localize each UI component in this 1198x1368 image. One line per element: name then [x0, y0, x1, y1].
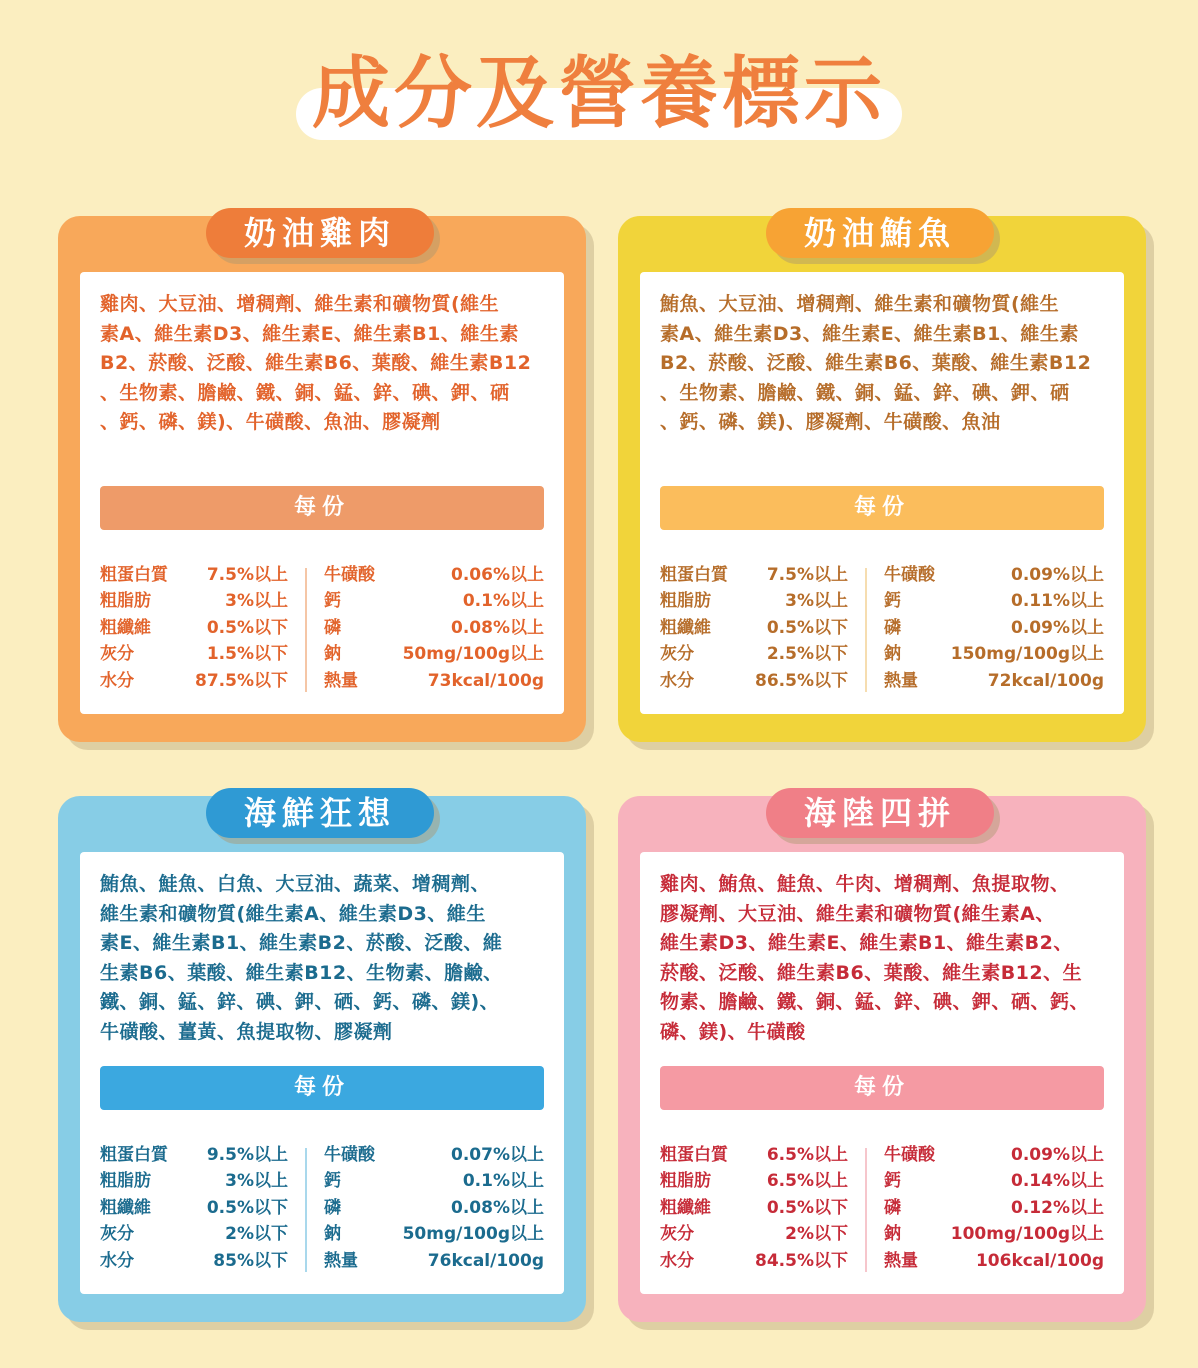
ingredients-text: [660, 290, 1104, 438]
nutrient-row: [100, 1195, 288, 1221]
nutrient-row: [100, 1168, 288, 1194]
nutrient-label: 粗脂肪: [100, 591, 151, 612]
nutrient-value: 0.09%以上: [1011, 1145, 1104, 1165]
ingredient-line: 菸酸、泛酸、維生素B6、葉酸、維生素B12、生: [660, 961, 1083, 984]
nutrient-row: [100, 668, 288, 694]
ingredient-line: B2、菸酸、泛酸、維生素B6、葉酸、維生素B12: [100, 352, 532, 375]
nutrient-label: 灰分: [100, 1224, 134, 1245]
column-divider: [865, 1148, 867, 1272]
card-panel: [640, 272, 1124, 714]
nutrient-value: 1.5%以下: [206, 644, 288, 665]
card-panel: [80, 272, 564, 714]
nutrient-value: 0.07%以上: [451, 1145, 544, 1165]
nutrition-column-left: [660, 1142, 848, 1274]
nutrient-value: 50mg/100g以上: [402, 1224, 544, 1245]
ingredient-line: 素A、維生素D3、維生素E、維生素B1、維生素: [100, 322, 519, 345]
nutrient-row: [100, 562, 288, 588]
nutrient-row: [324, 1168, 544, 1194]
ingredient-line: 維生素D3、維生素E、維生素B1、維生素B2、: [660, 932, 1073, 955]
card-panel: [80, 852, 564, 1294]
nutrient-value: 0.1%以上: [462, 591, 544, 612]
nutrient-label: 水分: [100, 1250, 134, 1271]
nutrient-value: 0.5%以下: [206, 617, 288, 638]
nutrient-row: [660, 1248, 848, 1274]
nutrient-value: 0.09%以上: [1011, 565, 1104, 585]
nutrient-value: 73kcal/100g: [427, 670, 544, 691]
nutrient-label: 鈣: [884, 1171, 901, 1192]
ingredient-line: 素E、維生素B1、維生素B2、菸酸、泛酸、維: [100, 932, 503, 955]
nutrition-column-left: [100, 562, 288, 694]
nutrient-value: 106kcal/100g: [975, 1250, 1104, 1271]
nutrient-row: [660, 641, 848, 667]
nutrient-label: 粗纖維: [660, 617, 711, 638]
nutrient-row: [100, 641, 288, 667]
nutrient-row: [884, 615, 1104, 641]
ingredient-line: 生素B6、葉酸、維生素B12、生物素、膽鹼、: [100, 961, 503, 984]
per-serving-bar: 每份: [660, 486, 1104, 530]
nutrient-value: 0.08%以上: [451, 617, 544, 638]
ingredient-line: 物素、膽鹼、鐵、銅、錳、鋅、碘、鉀、硒、鈣、: [660, 991, 1090, 1014]
nutrient-value: 100mg/100g以上: [950, 1224, 1104, 1245]
column-divider: [305, 1148, 307, 1272]
ingredient-line: 、鈣、磷、鎂)、牛磺酸、魚油、膠凝劑: [100, 411, 441, 434]
nutrient-value: 6.5%以上: [766, 1145, 848, 1165]
nutrient-label: 熱量: [884, 1250, 918, 1271]
nutrient-row: [324, 562, 544, 588]
nutrient-row: [100, 1142, 288, 1168]
nutrient-value: 2%以下: [225, 1224, 288, 1245]
nutrient-row: [884, 588, 1104, 614]
nutrient-value: 3%以上: [225, 1171, 288, 1192]
nutrient-value: 0.06%以上: [451, 565, 544, 585]
ingredient-line: B2、菸酸、泛酸、維生素B6、葉酸、維生素B12: [660, 352, 1092, 375]
product-name-badge: 奶油鮪魚: [766, 208, 994, 258]
ingredient-line: 牛磺酸、薑黃、魚提取物、膠凝劑: [100, 1020, 393, 1043]
nutrient-row: [324, 615, 544, 641]
nutrient-label: 灰分: [660, 644, 694, 665]
ingredient-line: 鐵、銅、錳、鋅、碘、鉀、硒、鈣、磷、鎂)、: [100, 991, 500, 1014]
nutrition-table: [660, 1142, 1104, 1274]
nutrition-column-right: [324, 562, 544, 694]
nutrient-row: [660, 668, 848, 694]
nutrition-column-right: [884, 562, 1104, 694]
nutrient-label: 水分: [660, 670, 694, 691]
ingredient-line: 鮪魚、大豆油、增稠劑、維生素和礦物質(維生: [660, 293, 1060, 315]
nutrient-row: [324, 1248, 544, 1274]
nutrient-row: [324, 1221, 544, 1247]
nutrient-value: 2%以下: [785, 1224, 848, 1245]
nutrient-value: 7.5%以上: [766, 565, 848, 585]
per-serving-bar: 每份: [100, 486, 544, 530]
nutrient-label: 牛磺酸: [884, 1145, 935, 1165]
product-name-badge: 海鮮狂想: [206, 788, 434, 838]
ingredient-line: 鮪魚、鮭魚、白魚、大豆油、蔬菜、增稠劑、: [100, 873, 491, 895]
nutrient-label: 灰分: [100, 644, 134, 665]
nutrient-label: 粗脂肪: [660, 1171, 711, 1192]
ingredient-line: 、生物素、膽鹼、鐵、銅、錳、鋅、碘、鉀、硒: [100, 381, 510, 404]
nutrient-row: [884, 1168, 1104, 1194]
nutrient-row: [100, 588, 288, 614]
nutrient-row: [100, 1248, 288, 1274]
product-name-badge: 奶油雞肉: [206, 208, 434, 258]
nutrient-label: 粗蛋白質: [660, 565, 728, 585]
nutrient-label: 粗脂肪: [100, 1171, 151, 1192]
ingredient-line: 磷、鎂)、牛磺酸: [660, 1020, 806, 1043]
nutrient-label: 鈣: [324, 1171, 341, 1192]
nutrient-value: 72kcal/100g: [987, 670, 1104, 691]
ingredient-line: 雞肉、大豆油、增稠劑、維生素和礦物質(維生: [100, 293, 500, 315]
nutrient-row: [100, 1221, 288, 1247]
nutrient-value: 150mg/100g以上: [950, 644, 1104, 665]
nutrient-value: 3%以上: [225, 591, 288, 612]
nutrient-row: [884, 1248, 1104, 1274]
nutrient-row: [884, 1142, 1104, 1168]
nutrient-value: 50mg/100g以上: [402, 644, 544, 665]
ingredients-text: [100, 290, 544, 438]
nutrient-value: 7.5%以上: [206, 565, 288, 585]
nutrient-row: [884, 562, 1104, 588]
nutrient-value: 2.5%以下: [766, 644, 848, 665]
nutrient-row: [660, 615, 848, 641]
ingredient-line: 素A、維生素D3、維生素E、維生素B1、維生素: [660, 322, 1079, 345]
nutrient-label: 灰分: [660, 1224, 694, 1245]
nutrient-row: [660, 1142, 848, 1168]
nutrient-value: 0.5%以下: [766, 1197, 848, 1218]
nutrient-row: [660, 562, 848, 588]
nutrient-label: 粗纖維: [100, 1197, 151, 1218]
product-card: [618, 796, 1146, 1322]
nutrient-value: 84.5%以下: [755, 1250, 848, 1271]
nutrient-value: 0.1%以上: [462, 1171, 544, 1192]
nutrient-label: 熱量: [884, 670, 918, 691]
nutrient-label: 熱量: [324, 670, 358, 691]
nutrient-label: 粗纖維: [660, 1197, 711, 1218]
nutrient-value: 3%以上: [785, 591, 848, 612]
ingredient-line: 維生素和礦物質(維生素A、維生素D3、維生: [100, 902, 486, 925]
per-serving-bar: 每份: [660, 1066, 1104, 1110]
nutrient-row: [324, 641, 544, 667]
nutrient-label: 粗蛋白質: [660, 1145, 728, 1165]
nutrient-label: 牛磺酸: [324, 1145, 375, 1165]
product-card: [618, 216, 1146, 742]
nutrient-value: 0.5%以下: [766, 617, 848, 638]
nutrient-label: 熱量: [324, 1250, 358, 1271]
nutrient-label: 鈉: [324, 644, 341, 665]
nutrient-label: 粗纖維: [100, 617, 151, 638]
nutrient-row: [884, 668, 1104, 694]
ingredients-text: [660, 870, 1104, 1048]
nutrient-value: 0.5%以下: [206, 1197, 288, 1218]
nutrient-value: 0.12%以上: [1011, 1197, 1104, 1218]
nutrient-value: 0.08%以上: [451, 1197, 544, 1218]
product-name-badge: 海陸四拼: [766, 788, 994, 838]
nutrient-value: 76kcal/100g: [427, 1250, 544, 1271]
product-card: [58, 216, 586, 742]
nutrient-value: 0.11%以上: [1011, 591, 1104, 612]
nutrition-table: [100, 1142, 544, 1274]
nutrient-value: 86.5%以下: [755, 670, 848, 691]
nutrient-label: 磷: [884, 617, 901, 638]
nutrient-label: 鈣: [884, 591, 901, 612]
nutrient-value: 9.5%以上: [206, 1145, 288, 1165]
nutrient-label: 水分: [660, 1250, 694, 1271]
nutrient-value: 0.14%以上: [1011, 1171, 1104, 1192]
ingredient-line: 、生物素、膽鹼、鐵、銅、錳、鋅、碘、鉀、硒: [660, 381, 1070, 404]
nutrient-label: 鈉: [884, 1224, 901, 1245]
nutrient-value: 6.5%以上: [766, 1171, 848, 1192]
nutrient-row: [660, 588, 848, 614]
nutrient-row: [660, 1221, 848, 1247]
product-card: [58, 796, 586, 1322]
nutrition-column-left: [660, 562, 848, 694]
nutrient-row: [324, 1142, 544, 1168]
nutrient-row: [324, 668, 544, 694]
nutrient-label: 鈉: [884, 644, 901, 665]
nutrient-value: 87.5%以下: [195, 670, 288, 691]
ingredient-line: 膠凝劑、大豆油、維生素和礦物質(維生素A、: [660, 902, 1055, 925]
nutrient-row: [324, 588, 544, 614]
nutrient-row: [660, 1168, 848, 1194]
page-title: 成分及營養標示: [311, 49, 886, 139]
nutrient-label: 粗蛋白質: [100, 1145, 168, 1165]
nutrient-row: [884, 1195, 1104, 1221]
nutrition-column-right: [884, 1142, 1104, 1274]
nutrient-label: 鈉: [324, 1224, 341, 1245]
nutrient-label: 磷: [324, 1197, 341, 1218]
nutrient-label: 粗蛋白質: [100, 565, 168, 585]
nutrient-row: [324, 1195, 544, 1221]
column-divider: [865, 568, 867, 692]
nutrition-column-right: [324, 1142, 544, 1274]
card-panel: [640, 852, 1124, 1294]
per-serving-bar: 每份: [100, 1066, 544, 1110]
nutrient-row: [660, 1195, 848, 1221]
nutrient-row: [884, 1221, 1104, 1247]
nutrient-row: [100, 615, 288, 641]
nutrition-table: [100, 562, 544, 694]
ingredient-line: 、鈣、磷、鎂)、膠凝劑、牛磺酸、魚油: [660, 411, 1001, 434]
nutrient-label: 水分: [100, 670, 134, 691]
nutrient-value: 85%以下: [213, 1250, 288, 1271]
column-divider: [305, 568, 307, 692]
nutrient-value: 0.09%以上: [1011, 617, 1104, 638]
nutrient-row: [884, 641, 1104, 667]
nutrient-label: 粗脂肪: [660, 591, 711, 612]
nutrition-column-left: [100, 1142, 288, 1274]
nutrition-table: [660, 562, 1104, 694]
nutrient-label: 磷: [324, 617, 341, 638]
nutrient-label: 牛磺酸: [884, 565, 935, 585]
nutrient-label: 牛磺酸: [324, 565, 375, 585]
nutrient-label: 磷: [884, 1197, 901, 1218]
ingredients-text: [100, 870, 544, 1048]
nutrient-label: 鈣: [324, 591, 341, 612]
ingredient-line: 雞肉、鮪魚、鮭魚、牛肉、增稠劑、魚提取物、: [660, 873, 1070, 895]
